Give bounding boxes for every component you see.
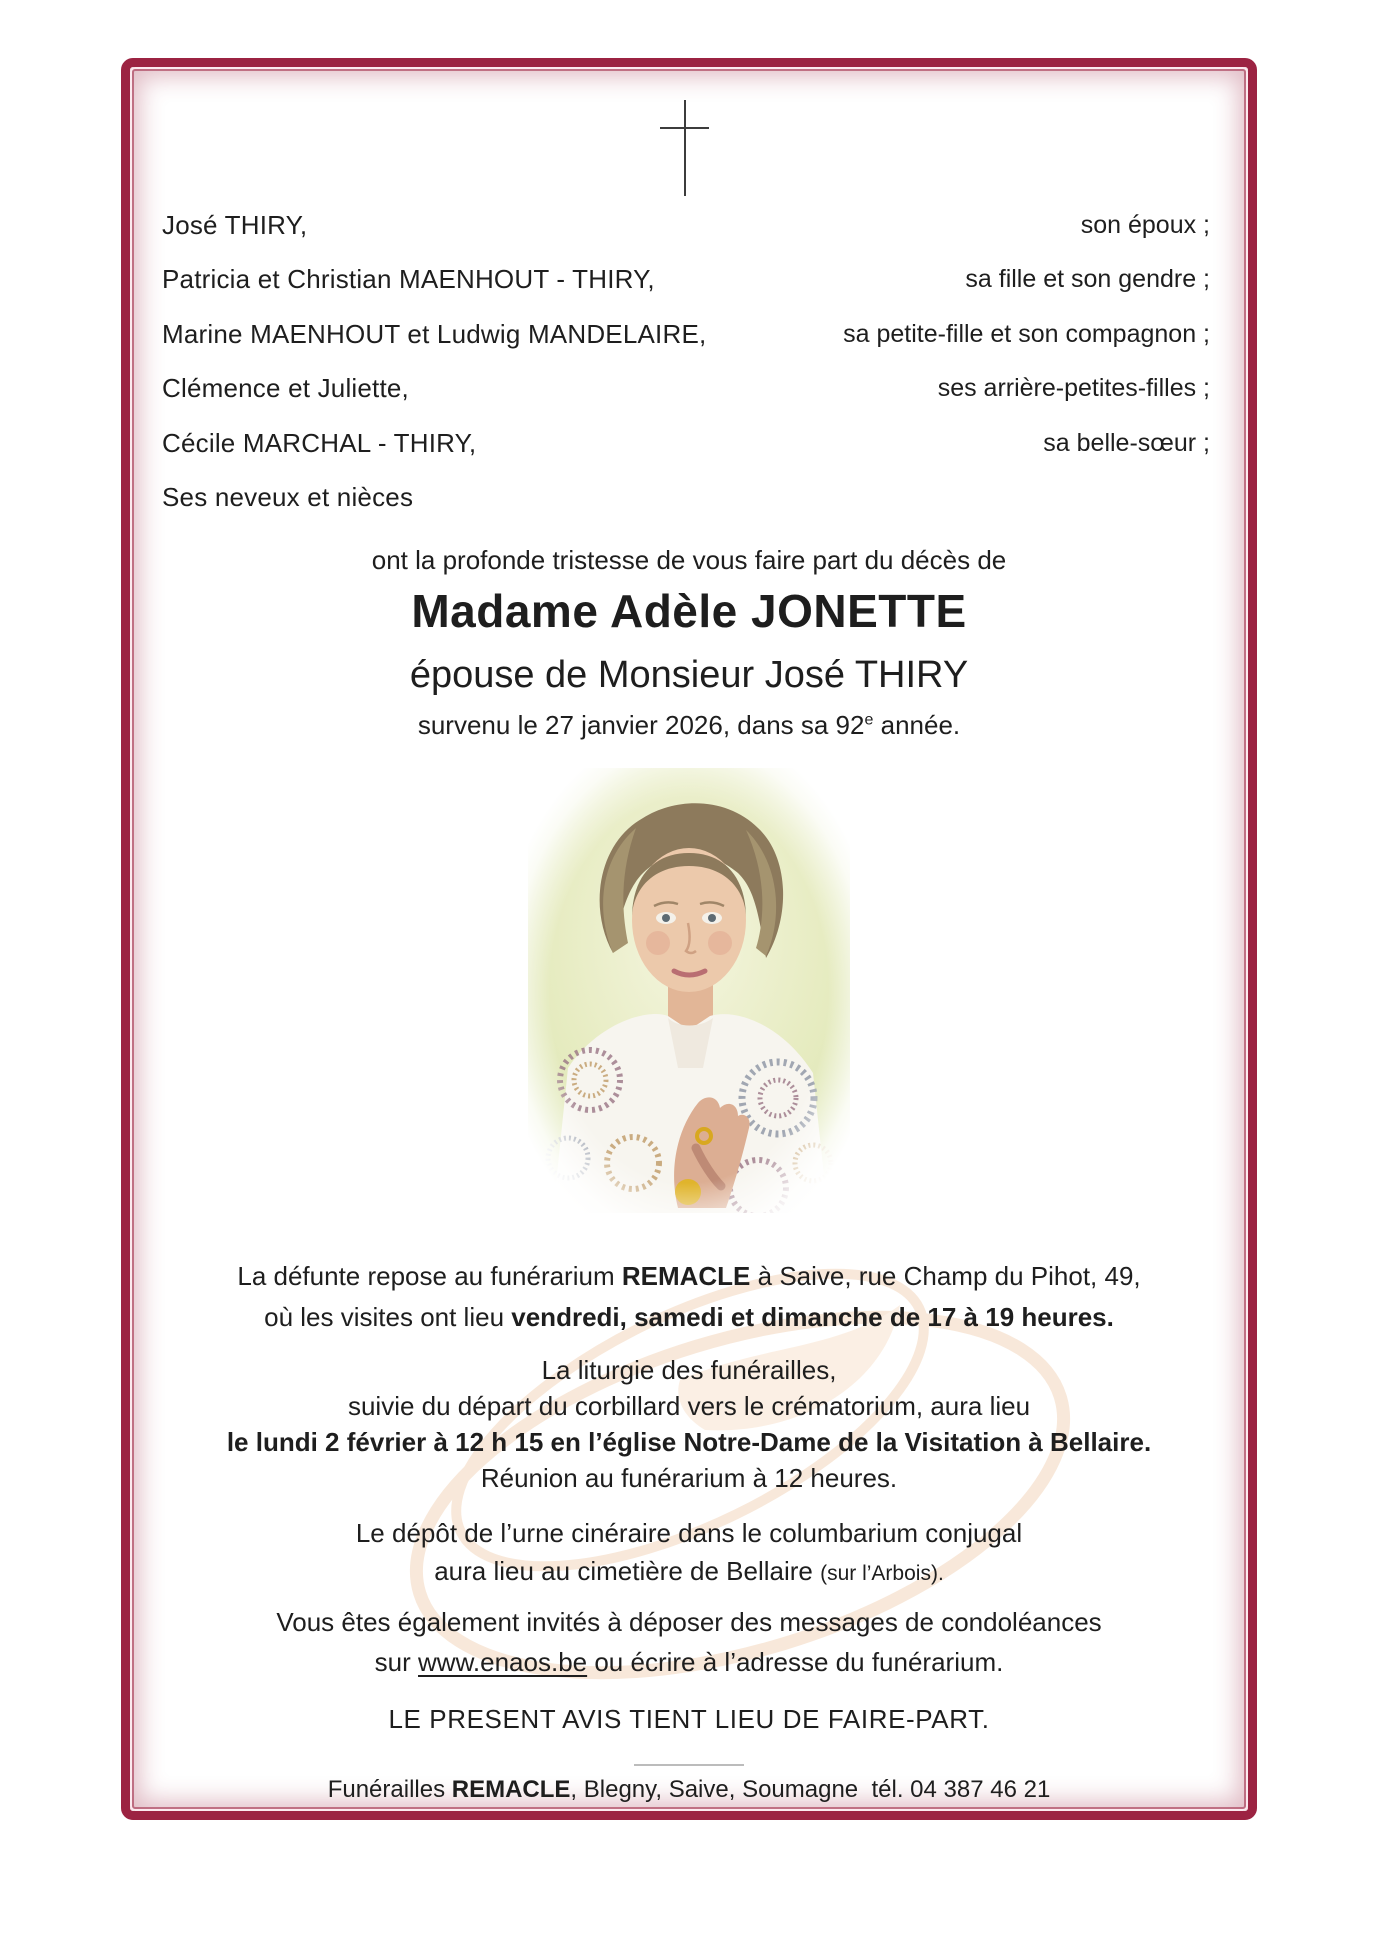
funeral-home-brand: REMACLE bbox=[451, 1776, 571, 1803]
faire-part-notice: LE PRESENT AVIS TIENT LIEU DE FAIRE-PART. bbox=[388, 1704, 990, 1734]
death-date-prefix: survenu le 27 janvier 2026, dans sa 92 bbox=[417, 710, 865, 740]
condolences-paragraph bbox=[130, 1602, 1248, 1682]
family-member-relation: sa petite-fille et son compagnon ; bbox=[843, 319, 1210, 348]
urn-line-2: aura lieu au cimetière de Bellaire (sur l’Arbois). bbox=[434, 1556, 944, 1586]
family-row bbox=[162, 253, 1210, 308]
liturgy-line-4: Réunion au funérarium à 12 heures. bbox=[480, 1463, 898, 1493]
liturgy-line-1: La liturgie des funérailles, bbox=[541, 1355, 837, 1385]
repose-line-2: où les visites ont lieu vendredi, samedi et dimanche de 17 à 19 heures. bbox=[264, 1302, 1114, 1332]
liturgy-paragraph bbox=[130, 1352, 1248, 1496]
cross-icon bbox=[660, 100, 710, 196]
family-member-name: Clémence et Juliette, bbox=[162, 373, 409, 404]
family-row bbox=[162, 307, 1210, 362]
cemetery-location-note: (sur l’Arbois). bbox=[820, 1562, 944, 1585]
urn-line-1: Le dépôt de l’urne cinéraire dans le columbarium conjugal bbox=[355, 1518, 1023, 1548]
footer-divider bbox=[634, 1764, 744, 1766]
repose-paragraph bbox=[130, 1256, 1248, 1338]
repose-line-1: La défunte repose au funérarium REMACLE à Saive, rue Champ du Pihot, 49, bbox=[237, 1261, 1141, 1291]
visit-times: vendredi, samedi et dimanche de 17 à 19 heures. bbox=[511, 1302, 1114, 1332]
funeral-home-footer: Funérailles REMACLE, Blegny, Saive, Soumagne tél. 04 387 46 21 bbox=[327, 1776, 1051, 1803]
death-date-ordinal: e bbox=[864, 711, 874, 729]
family-row bbox=[162, 416, 1210, 471]
family-member-relation: sa fille et son gendre ; bbox=[965, 265, 1210, 294]
family-member-name: Patricia et Christian MAENHOUT - THIRY, bbox=[162, 264, 655, 295]
announcement-intro: ont la profonde tristesse de vous faire part du décès de bbox=[371, 545, 1007, 575]
deceased-name: Madame Adèle JONETTE bbox=[411, 585, 967, 637]
family-member-relation: son époux ; bbox=[1080, 210, 1210, 239]
family-member-name: Marine MAENHOUT et Ludwig MANDELAIRE, bbox=[162, 318, 707, 349]
enaos-link[interactable]: www.enaos.be bbox=[418, 1647, 588, 1677]
family-member-relation: ses arrière-petites-filles ; bbox=[937, 374, 1210, 403]
family-member-relation: sa belle-sœur ; bbox=[1043, 428, 1210, 457]
deceased-photo bbox=[528, 768, 850, 1213]
funeral-home-name: REMACLE bbox=[621, 1261, 751, 1291]
family-member-name: José THIRY, bbox=[162, 209, 308, 240]
ceremony-date-line: le lundi 2 février à 12 h 15 en l’église Notre-Dame de la Visitation à Bellaire. bbox=[226, 1427, 1152, 1457]
condolences-line-2: sur www.enaos.be ou écrire à l’adresse du funérarium. bbox=[374, 1647, 1004, 1677]
death-date-suffix: année. bbox=[873, 710, 961, 740]
urn-paragraph bbox=[130, 1514, 1248, 1593]
family-list bbox=[162, 198, 1210, 525]
family-row bbox=[162, 471, 1210, 526]
death-date-line bbox=[130, 710, 1248, 741]
liturgy-line-2: suivie du départ du corbillard vers le crématorium, aura lieu bbox=[347, 1391, 1031, 1421]
spouse-line: épouse de Monsieur José THIRY bbox=[409, 654, 969, 696]
family-member-name: Cécile MARCHAL - THIRY, bbox=[162, 427, 477, 458]
family-row bbox=[162, 198, 1210, 253]
family-row bbox=[162, 362, 1210, 417]
family-member-name: Ses neveux et nièces bbox=[162, 482, 414, 513]
condolences-line-1: Vous êtes également invités à déposer des messages de condoléances bbox=[276, 1607, 1102, 1637]
